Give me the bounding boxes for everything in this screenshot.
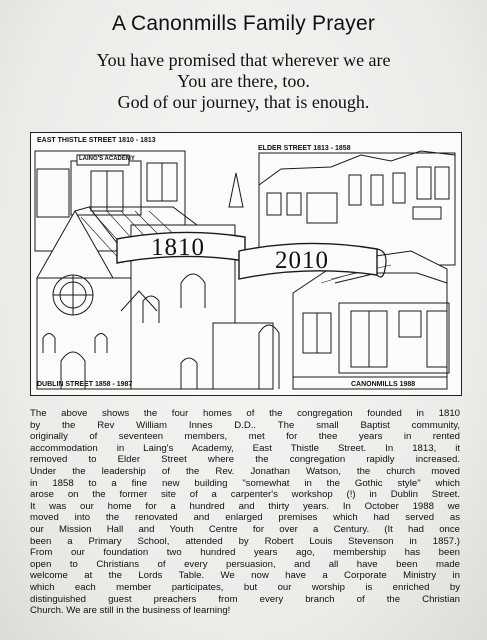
buildings-sketch: [31, 133, 461, 395]
history-line: our Mission Hall and Youth Centre for over a Century. (It had once: [30, 523, 460, 535]
banner-year-1810: 1810: [151, 234, 205, 261]
verse-line: You have promised that wherever we are: [96, 50, 391, 70]
history-line: welcome at the Lords Table. We now have a Corporate Ministry in: [30, 570, 460, 582]
history-line: From our foundation two hundred years ago, membership has been: [30, 547, 460, 559]
verse-line: God of our journey, that is enough.: [117, 92, 370, 112]
history-line: Under the leadership of the Rev. Jonathan Watson, the church moved: [30, 465, 460, 477]
history-line: accommodation in Laing's Academy, East Thistle Street. In 1813, it: [30, 442, 460, 454]
history-line: open to Christians of every persuasion, and all have been made: [30, 558, 460, 570]
history-line: distinguished guest preachers from every branch of the Christian: [30, 593, 460, 605]
history-line: Church. We are still in the business of learning!: [30, 605, 231, 617]
church-spire: [229, 173, 243, 207]
label-elder-street: ELDER STREET 1813 - 1858: [258, 145, 351, 152]
history-line: The above shows the four homes of the congregation founded in 1810: [30, 408, 460, 419]
history-line: originally of seventeen members, met for thee years in rented: [30, 431, 460, 443]
history-line: been a Primary School, attended by Robert Louis Stevenson in 1857.): [30, 535, 460, 547]
verse-line: You are there, too.: [177, 71, 310, 91]
history-line: removed to Elder Street where the congregation rapidly increased.: [30, 454, 460, 466]
prayer-verse: [0, 50, 487, 113]
history-line: by the Rev William Innes D.D.. The small Baptist community,: [30, 419, 460, 431]
sign-laings-academy: LAING'S ACADEMY: [79, 156, 135, 162]
label-dublin-street: DUBLIN STREET 1858 - 1987: [37, 381, 133, 388]
history-line: It was our home for a hundred and thirty years. In October 1988 we: [30, 500, 460, 512]
church-buildings-drawing: [30, 132, 462, 396]
history-line: moved into the renovated and enlarged premises which had served as: [30, 512, 460, 524]
history-line: which each member participates, but our worship is enriched by: [30, 581, 460, 593]
history-line: arose on the former site of a carpenter's workshop (!) in Dublin Street.: [30, 489, 460, 501]
history-line: in 1858 to a fine new building "somewhat in the Gothic style" which: [30, 477, 460, 489]
page-title: A Canonmills Family Prayer: [111, 12, 376, 35]
label-canonmills: CANONMILLS 1988: [351, 381, 416, 388]
banner-year-2010: 2010: [275, 247, 329, 274]
church-history-text: [30, 408, 460, 617]
label-east-thistle-street: EAST THISTLE STREET 1810 - 1813: [37, 137, 156, 144]
